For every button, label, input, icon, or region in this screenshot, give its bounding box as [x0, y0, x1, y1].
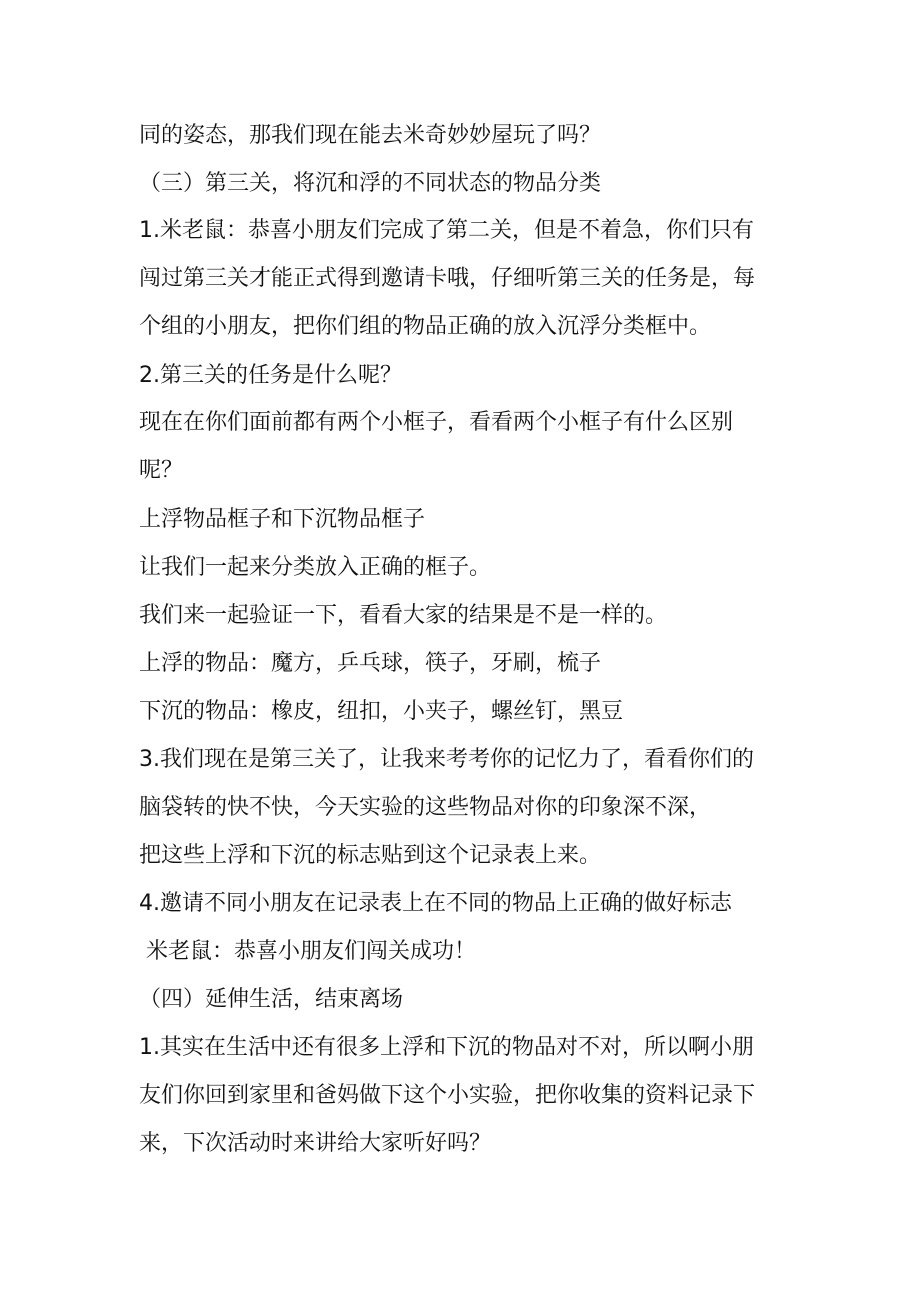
text-line: 个组的小朋友，把你们组的物品正确的放入沉浮分类框中。	[139, 314, 712, 339]
text-line: 4.邀请不同小朋友在记录表上在不同的物品上正确的做好标志	[139, 891, 732, 916]
text-line: 1.米老鼠：恭喜小朋友们完成了第二关，但是不着急，你们只有	[139, 218, 754, 243]
text-line: 1.其实在生活中还有很多上浮和下沉的物品对不对，所以啊小朋	[139, 1035, 754, 1060]
section-heading-three: （三）第三关，将沉和浮的不同状态的物品分类	[139, 171, 602, 196]
text-line: 友们你回到家里和爸妈做下这个小实验，把你收集的资料记录下	[139, 1083, 756, 1108]
text-line: 脑袋转的快不快，今天实验的这些物品对你的印象深不深，	[139, 795, 712, 820]
text-line: 我们来一起验证一下，看看大家的结果是不是一样的。	[139, 603, 668, 628]
section-heading-four: （四）延伸生活，结束离场	[139, 987, 404, 1012]
text-line: 上浮物品框子和下沉物品框子	[139, 507, 426, 532]
text-line: 闯过第三关才能正式得到邀请卡哦，仔细听第三关的任务是，每	[139, 266, 756, 291]
text-line: 米老鼠：恭喜小朋友们闯关成功！	[139, 939, 476, 964]
text-line: 同的姿态，那我们现在能去米奇妙妙屋玩了吗？	[139, 123, 602, 148]
text-line: 3.我们现在是第三关了，让我来考考你的记忆力了，看看你们的	[139, 747, 754, 772]
text-line: 来，下次活动时来讲给大家听好吗？	[139, 1131, 492, 1156]
text-line: 把这些上浮和下沉的标志贴到这个记录表上来。	[139, 843, 602, 868]
text-line: 让我们一起来分类放入正确的框子。	[139, 555, 492, 580]
text-line: 2.第三关的任务是什么呢？	[139, 363, 402, 388]
text-line: 呢？	[139, 458, 184, 483]
floating-items-line: 上浮的物品：魔方，乒乓球，筷子，牙刷，梳子	[139, 651, 602, 676]
text-line: 现在在你们面前都有两个小框子，看看两个小框子有什么区别	[139, 410, 734, 435]
sinking-items-line: 下沉的物品：橡皮，纽扣，小夹子，螺丝钉，黑豆	[139, 699, 624, 724]
